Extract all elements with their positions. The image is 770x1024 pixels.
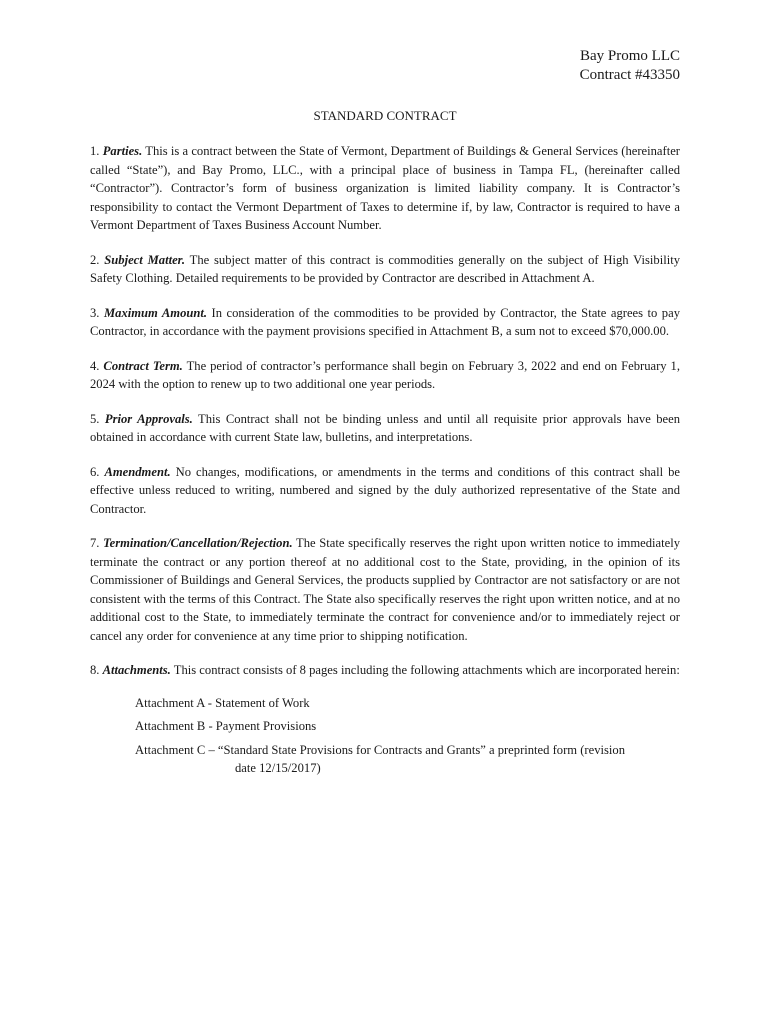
section-text: The State specifically reserves the right upon written notice to immediately terminate the contract or any portion thereof at no additional cost to the State, providing, in the opinion of its Commissioner of Buildings and General Services, the products supplied by Contractor are not satisfactory or are not consistent with the terms of this Contract. The State also specifically reserves the right upon written notice, and at no additional cost to the State, to immediately terminate the contract for convenience and/or to immediately reject or cancel any order for convenience at any time prior to shipping notification. [90,536,681,643]
section-heading: Prior Approvals. [104,411,193,426]
section-text: This is a contract between the State of Vermont, Department of Buildings & General Services (hereinafter called “State”), and Bay Promo, LLC., with a principal place of business in Tampa FL, (hereinafter called “Contractor”). Contractor’s form of business organization is limited liability company. It is Contractor’s responsibility to contact the Vermont Department of Taxes to determine if, by law, Contractor is required to have a Vermont Department of Taxes Business Account Number. [90,144,680,232]
section-number: 1. [90,144,100,158]
document-header [580,47,680,85]
attachment-c [135,741,680,778]
attachment-a: Attachment A - Statement of Work [135,695,310,710]
section-number: 5. [90,411,100,426]
attachment-c-line1: Attachment C – “Standard State Provisions for Contracts and Grants” a preprinted form (revision [135,742,625,757]
attachment-c-line2: date 12/15/2017) [235,761,321,775]
attachment-b: Attachment B - Payment Provisions [135,719,317,733]
section-number: 7. [90,536,100,550]
section-text: The period of contractor’s performance shall begin on February 3, 2022 and end on February 1, 2024 with the option to renew up to two additional one year periods. [90,358,681,391]
section-contract-term [90,357,680,394]
section-text: In consideration of the commodities to be provided by Contractor, the State agrees to pay Contractor, in accordance with the payment provisions specified in Attachment B, a sum not to exceed $70,000.00. [90,305,680,338]
section-attachments [90,661,680,680]
section-termination [90,534,680,645]
section-text: The subject matter of this contract is commodities generally on the subject of High Visibility Safety Clothing. Detailed requirements to be provided by Contractor are described in Attachment A. [90,252,680,285]
section-amendment [90,463,680,519]
section-text: This contract consists of 8 pages including the following attachments which are incorporated herein: [173,663,680,677]
section-heading: Maximum Amount. [103,305,208,320]
section-heading: Parties. [102,144,143,158]
section-maximum-amount [90,304,680,341]
section-heading: Contract Term. [103,358,183,373]
section-heading: Termination/Cancellation/Rejection. [103,536,293,550]
section-number: 4. [90,358,100,373]
section-heading: Attachments. [102,663,171,677]
section-number: 6. [90,464,100,479]
section-number: 8. [90,663,100,677]
attachment-list [135,694,680,778]
section-text: No changes, modifications, or amendments in the terms and conditions of this contract shall be effective unless reduced to writing, numbered and signed by the duly authorized representative of the State and Contractor. [90,464,681,516]
section-text: This Contract shall not be binding unless and until all requisite prior approvals have been obtained in accordance with current State law, bulletins, and interpretations. [90,411,681,444]
document-title: STANDARD CONTRACT [313,108,457,123]
section-subject-matter [90,251,680,288]
section-number: 3. [90,305,100,320]
company-name: Bay Promo LLC [580,48,680,64]
section-parties [90,142,680,235]
section-heading: Subject Matter. [104,252,186,267]
section-number: 2. [90,252,100,267]
section-prior-approvals [90,410,680,447]
section-heading: Amendment. [104,464,171,479]
contract-number: Contract #43350 [579,67,680,83]
contract-body [90,142,680,783]
